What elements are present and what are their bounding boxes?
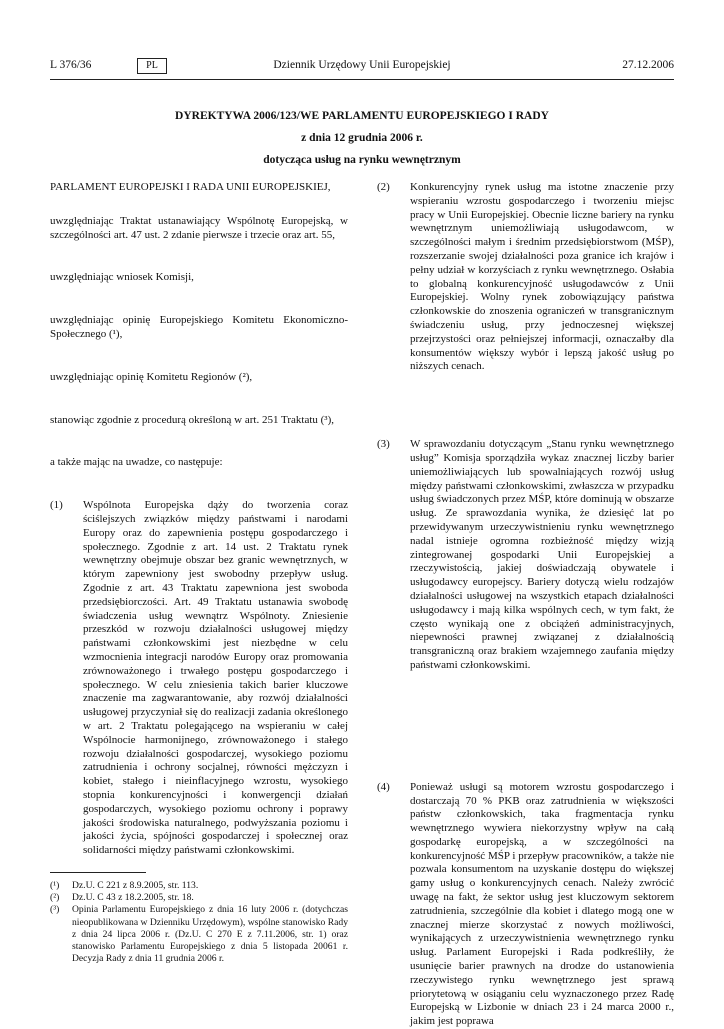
right-column bbox=[377, 181, 674, 1029]
recital-ecosoc: uwzględniając opinię Europejskiego Komitetu Ekonomiczno-Społecznego (¹), bbox=[50, 314, 348, 340]
document-title bbox=[50, 105, 674, 171]
recital-item-2 bbox=[377, 181, 674, 374]
title-line-2: z dnia 12 grudnia 2006 r. bbox=[301, 132, 423, 144]
recital-commission: uwzględniając wniosek Komisji, bbox=[50, 271, 194, 284]
preamble: PARLAMENT EUROPEJSKI I RADA UNII EUROPEJSKIEJ, bbox=[50, 181, 331, 193]
header-divider bbox=[50, 79, 674, 80]
recital-intro: a także mając na uwadze, co następuje: bbox=[50, 456, 223, 469]
footnote-3 bbox=[50, 904, 348, 965]
journal-title: Dziennik Urzędowy Unii Europejskiej bbox=[273, 59, 451, 71]
page-reference: L 376/36 bbox=[50, 59, 92, 71]
footnote-number: (¹) bbox=[50, 880, 60, 891]
recital-item-3 bbox=[377, 438, 674, 673]
publication-date: 27.12.2006 bbox=[622, 59, 674, 71]
recital-number: (2) bbox=[377, 181, 390, 193]
recital-text: W sprawozdaniu dotyczącym „Stanu rynku wewnętrznego usług” Komisja sporządziła wykaz znacznej liczby barier uniemożliwiających lub spowalniających rozwój usług między państwami członkowskimi, zwłaszcza w przypadku usług świadczonych przez MŚP, które dominują w obszarze usług. Ze sprawozdania wynika, że dziesięć lat po przewidywanym urzeczywistnieniu rynku wewnętrznego nadal istnieje ogromna rozbieżność między wizją zintegrowanej gospodarki Unii Europejskiej a rzeczywistością, jakiej doświadczają obywatele i usługodawcy europejscy. Bariery dotyczą wielu rodzajów działalności usługowej na wszystkich etapach działalności usługodawcy i mają kilka wspólnych cech, w tym fakt, że często wynikają one z obciążeń administracyjnych, niepewności prawnej związanej z działalnością transgraniczną oraz brakiem wzajemnego zaufania między państwami członkowskimi. bbox=[410, 438, 674, 671]
footnote-number: (³) bbox=[50, 904, 60, 916]
recital-treaty: uwzględniając Traktat ustanawiający Wspólnotę Europejską, w szczególności art. 47 ust. 2 zdanie pierwsze i trzecie oraz art. 55, bbox=[50, 214, 348, 241]
recital-item-4 bbox=[377, 781, 674, 1029]
footnote-2 bbox=[50, 892, 348, 904]
footnote-text: Dz.U. C 43 z 18.2.2005, str. 18. bbox=[72, 892, 194, 904]
recital-item-1 bbox=[50, 499, 348, 858]
recital-text: Ponieważ usługi są motorem wzrostu gospodarczego i dostarczają 70 % PKB oraz zatrudnienia w większości państw członkowskich, taka fragmentacja rynku wewnętrznego wywiera niekorzystny wpływ na całą gospodarkę europejską, a w szczególności na konkurencyjność MŚP i przepływ pracowników, a także nie pozwala konsumentom na uzyskanie dostępu do większej gamy usług o konkurencyjnych cenach. Należy zwrócić uwagę na fakt, że sektor usług jest kluczowym sektorem zatrudnienia, szczególnie dla kobiet i dlatego mogą one w znacznej mierze skorzystać z nowych możliwości, wynikających z urzeczywistnienia wewnętrznego rynku usług. Parlament Europejski i Rada podkreśliły, że usunięcie barier prawnych na drodze do ustanowienia rzeczywistego rynku wewnętrznego jest sprawą priorytetową w osiąganiu celu wyznaczonego przez Radę Europejską w Lizbonie w dniach 23 i 24 marca 2000 r., jakim jest poprawa bbox=[410, 780, 674, 1028]
recital-text: Konkurencyjny rynek usług ma istotne znaczenie przy wspieraniu wzrostu gospodarczego i tworzeniu miejsc pracy w Unii Europejskiej. Obecnie liczne bariery na rynku wewnętrznym uniemożliwiają usługodawcom, w szczególności małym i średnim przedsiębiorstwom (MŚP), rozszerzanie swojej działalności poza granice ich krajów i pełny udział w korzyściach z rynku wewnętrznego. Osłabia to globalną konkurencyjność usługodawców z Unii Europejskiej. Wolny rynek zobowiązujący państwa członkowskie do znoszenia ograniczeń w transgranicznym świadczeniu usług, przy jednoczesnej większej przejrzystości oraz pełniejszej informacji, oznaczałby dla konsumentów większy wybór i lepszą jakość usług po niższych cenach. bbox=[410, 181, 674, 373]
title-line-3: dotycząca usług na rynku wewnętrznym bbox=[263, 154, 461, 166]
recital-number: (3) bbox=[377, 438, 390, 451]
footnote-text: Opinia Parlamentu Europejskiego z dnia 16 luty 2006 r. (dotychczas nieopublikowana w Dzienniku Urzędowym), wspólne stanowisko Rady z dnia 24 lipca 2006 r. (Dz.U. C 270 E z 7.11.2006, str. 1) oraz stanowisko Parlamentu Europejskiego z dnia 5 listopada 20061 r. Decyzja Rady z dnia 11 grudnia 2006 r. bbox=[72, 904, 348, 965]
footnote-divider bbox=[50, 872, 146, 873]
recital-regions: uwzględniając opinię Komitetu Regionów (²), bbox=[50, 370, 253, 383]
title-line-1: DYREKTYWA 2006/123/WE PARLAMENTU EUROPEJSKIEGO I RADY bbox=[175, 110, 549, 122]
recital-number: (1) bbox=[50, 499, 63, 512]
footnote-1 bbox=[50, 880, 348, 892]
footnote-text: Dz.U. C 221 z 8.9.2005, str. 113. bbox=[72, 880, 199, 891]
recital-number: (4) bbox=[377, 780, 390, 793]
left-column bbox=[50, 181, 348, 858]
language-badge: PL bbox=[137, 58, 167, 74]
footnotes bbox=[50, 880, 348, 965]
recital-procedure: stanowiąc zgodnie z procedurą określoną w art. 251 Traktatu (³), bbox=[50, 413, 335, 426]
footnote-number: (²) bbox=[50, 892, 60, 904]
recital-text: Wspólnota Europejska dąży do tworzenia coraz ściślejszych związków między państwami i narodami Europy oraz do zapewnienia postępu gospodarczego i społecznego. Zgodnie z art. 14 ust. 2 Traktatu rynek wewnętrzny obejmuje obszar bez granic wewnętrznych, w którym zapewniony jest swobodny przepływ usług. Zgodnie z art. 43 Traktatu zapewniona jest swoboda przedsiębiorczości. Art. 49 Traktatu ustanawia swobodę świadczenia usług wewnątrz Wspólnoty. Zniesienie przeszkód w rozwoju działalności usługowej między państwami członkowskimi jest niezbędne w celu wzmocnienia integracji narodów Europy oraz promowania zrównoważonego i trwałego postępu gospodarczego i społecznego. W celu zniesienia takich barier kluczowe znaczenie ma zagwarantowanie, aby rozwój działalności usługowej przyczyniał się do realizacji zadania określonego w art. 2 Traktatu polegającego na wspieraniu w całej Wspólnocie harmonijnego, zrównoważonego i stałego rozwoju działalności gospodarczej, wysokiego poziomu zatrudnienia i ochrony socjalnej, równości mężczyzn i kobiet, stałego i nieinflacyjnego wzrostu, wysokiego stopnia konkurencyjności i konwergencji działań gospodarczych, wysokiego poziomu ochrony i poprawy jakości środowiska naturalnego, podwyższania poziomu i jakości życia, spójności gospodarczej i społecznej oraz solidarności między państwami członkowskimi. bbox=[83, 499, 348, 857]
page-header bbox=[50, 59, 674, 75]
